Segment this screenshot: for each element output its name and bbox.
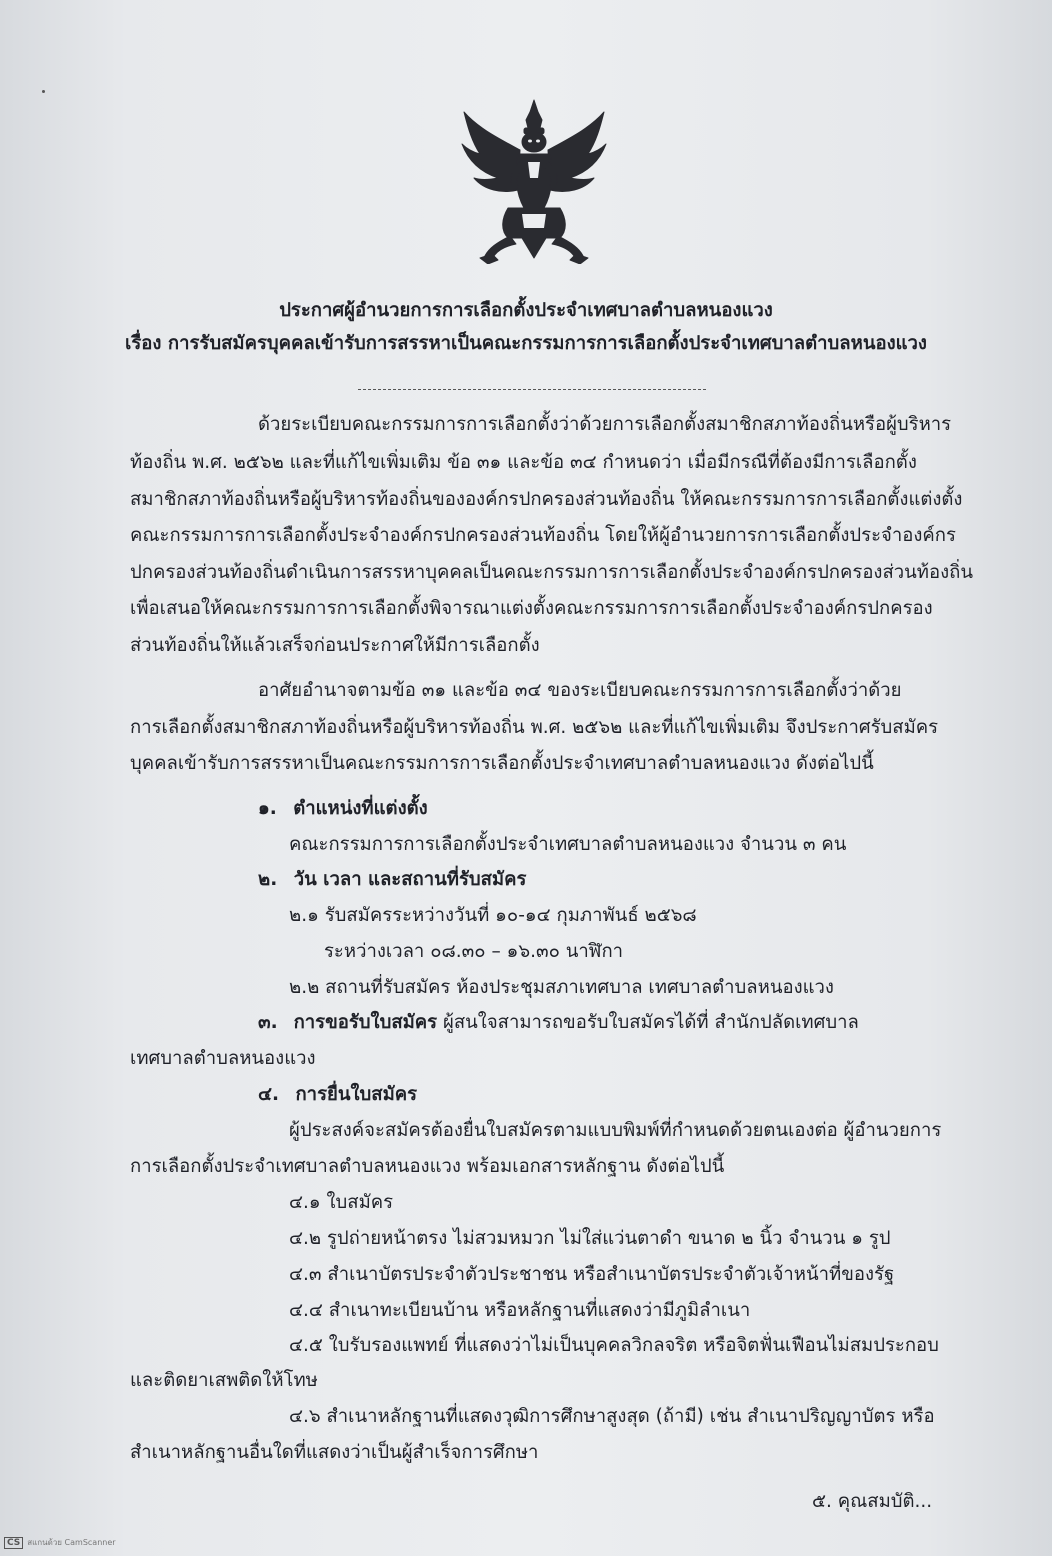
dust-spot [42, 90, 45, 93]
section-4-intro: การเลือกตั้งประจำเทศบาลตำบลหนองแวง พร้อมเอกสารหลักฐาน ดังต่อไปนี้ [130, 1156, 725, 1177]
section-4-item: ๔.๔ สำเนาทะเบียนบ้าน หรือหลักฐานที่แสดงว่ามีภูมิลำเนา [289, 1300, 751, 1321]
camscanner-text: สแกนด้วย CamScanner [27, 1538, 116, 1547]
section-1-title: ตำแหน่งที่แต่งตั้ง [293, 798, 428, 819]
section-3-heading [258, 1014, 859, 1033]
section-2-item: ระหว่างเวลา ๐๘.๓๐ – ๑๖.๓๐ นาฬิกา [324, 941, 624, 962]
section-1-body: คณะกรรมการการเลือกตั้งประจำเทศบาลตำบลหนองแวง จำนวน ๓ คน [289, 834, 847, 855]
section-3-number: ๓. [258, 1012, 278, 1033]
section-2-heading [258, 871, 526, 890]
section-4-heading [258, 1086, 417, 1105]
section-4-item-continuation: และติดยาเสพติดให้โทษ [130, 1370, 318, 1391]
page-continuation-marker: ๕. คุณสมบัติ... [812, 1491, 933, 1512]
para1-line: เพื่อเสนอให้คณะกรรมการการเลือกตั้งพิจารณาแต่งตั้งคณะกรรมการการเลือกตั้งประจำองค์กรปกครอง [130, 598, 933, 619]
section-4-number: ๔. [258, 1084, 280, 1105]
para1-line: คณะกรรมการการเลือกตั้งประจำองค์กรปกครองส่วนท้องถิ่น โดยให้ผู้อำนวยการการเลือกตั้งประจำองค์กร [130, 525, 956, 546]
section-3-text: ผู้สนใจสามารถขอรับใบสมัครได้ที่ สำนักปลัดเทศบาล [437, 1012, 859, 1033]
section-2-item: ๒.๑ รับสมัครระหว่างวันที่ ๑๐-๑๔ กุมภาพันธ์ ๒๕๖๘ [289, 905, 697, 926]
section-4-intro: ผู้ประสงค์จะสมัครต้องยื่นใบสมัครตามแบบพิมพ์ที่กำหนดด้วยตนเองต่อ ผู้อำนวยการ [289, 1120, 942, 1141]
section-1-heading [258, 800, 428, 819]
para1-line: ท้องถิ่น พ.ศ. ๒๕๖๒ และที่แก้ไขเพิ่มเติม ข้อ ๓๑ และข้อ ๓๔ กำหนดว่า เมื่อมีกรณีที่ต้องมีการเลือกตั้ง [130, 452, 917, 473]
section-1-number: ๑. [258, 798, 277, 819]
section-4-item: ๔.๓ สำเนาบัตรประจำตัวประชาชน หรือสำเนาบัตรประจำตัวเจ้าหน้าที่ของรัฐ [289, 1264, 895, 1285]
announcement-subject: เรื่อง การรับสมัครบุคคลเข้ารับการสรรหาเป็นคณะกรรมการการเลือกตั้งประจำเทศบาลตำบลหนองแวง [125, 333, 927, 354]
section-4-item: ๔.๖ สำเนาหลักฐานที่แสดงวุฒิการศึกษาสูงสุด (ถ้ามี) เช่น สำเนาปริญญาบัตร หรือ [289, 1406, 935, 1427]
para2-line: บุคคลเข้ารับการสรรหาเป็นคณะกรรมการการเลือกตั้งประจำเทศบาลตำบลหนองแวง ดังต่อไปนี้ [130, 753, 874, 774]
para2-line: การเลือกตั้งสมาชิกสภาท้องถิ่นหรือผู้บริหารท้องถิ่น พ.ศ. ๒๕๖๒ และที่แก้ไขเพิ่มเติม จึงประกาศรับสมัคร [130, 717, 939, 738]
section-2-title: วัน เวลา และสถานที่รับสมัคร [293, 869, 527, 890]
para2-line: อาศัยอำนาจตามข้อ ๓๑ และข้อ ๓๔ ของระเบียบคณะกรรมการการเลือกตั้งว่าด้วย [258, 680, 902, 701]
para1-line: ปกครองส่วนท้องถิ่นดำเนินการสรรหาบุคคลเป็นคณะกรรมการการเลือกตั้งประจำองค์กรปกครองส่วนท้องถิ่น [130, 562, 973, 583]
camscanner-watermark [4, 1536, 116, 1549]
para1-line: สมาชิกสภาท้องถิ่นหรือผู้บริหารท้องถิ่นขององค์กรปกครองส่วนท้องถิ่น ให้คณะกรรมการการเลือกตั้งแต่งตั้ง [130, 489, 963, 510]
section-3-continuation: เทศบาลตำบลหนองแวง [130, 1048, 316, 1069]
section-4-title: การยื่นใบสมัคร [295, 1084, 418, 1105]
para1-line: ส่วนท้องถิ่นให้แล้วเสร็จก่อนประกาศให้มีการเลือกตั้ง [130, 635, 540, 656]
garuda-emblem-icon [458, 98, 610, 264]
section-2-number: ๒. [258, 869, 278, 890]
camscanner-logo-icon: CS [4, 1537, 23, 1549]
section-4-item: ๔.๕ ใบรับรองแพทย์ ที่แสดงว่าไม่เป็นบุคคลวิกลจริต หรือจิตฟั่นเฟือนไม่สมประกอบ [289, 1335, 939, 1356]
announcement-title: ประกาศผู้อำนวยการการเลือกตั้งประจำเทศบาลตำบลหนองแวง [279, 300, 773, 321]
dashed-divider [358, 389, 706, 390]
section-4-item: ๔.๒ รูปถ่ายหน้าตรง ไม่สวมหมวก ไม่ใส่แว่นตาดำ ขนาด ๒ นิ้ว จำนวน ๑ รูป [289, 1228, 891, 1249]
section-2-item: ๒.๒ สถานที่รับสมัคร ห้องประชุมสภาเทศบาล เทศบาลตำบลหนองแวง [289, 977, 834, 998]
section-3-title: การขอรับใบสมัคร [293, 1012, 438, 1033]
section-4-item-continuation: สำเนาหลักฐานอื่นใดที่แสดงว่าเป็นผู้สำเร็จการศึกษา [130, 1442, 539, 1463]
para1-line: ด้วยระเบียบคณะกรรมการการเลือกตั้งว่าด้วยการเลือกตั้งสมาชิกสภาท้องถิ่นหรือผู้บริหาร [258, 414, 952, 435]
section-4-item: ๔.๑ ใบสมัคร [289, 1192, 394, 1213]
